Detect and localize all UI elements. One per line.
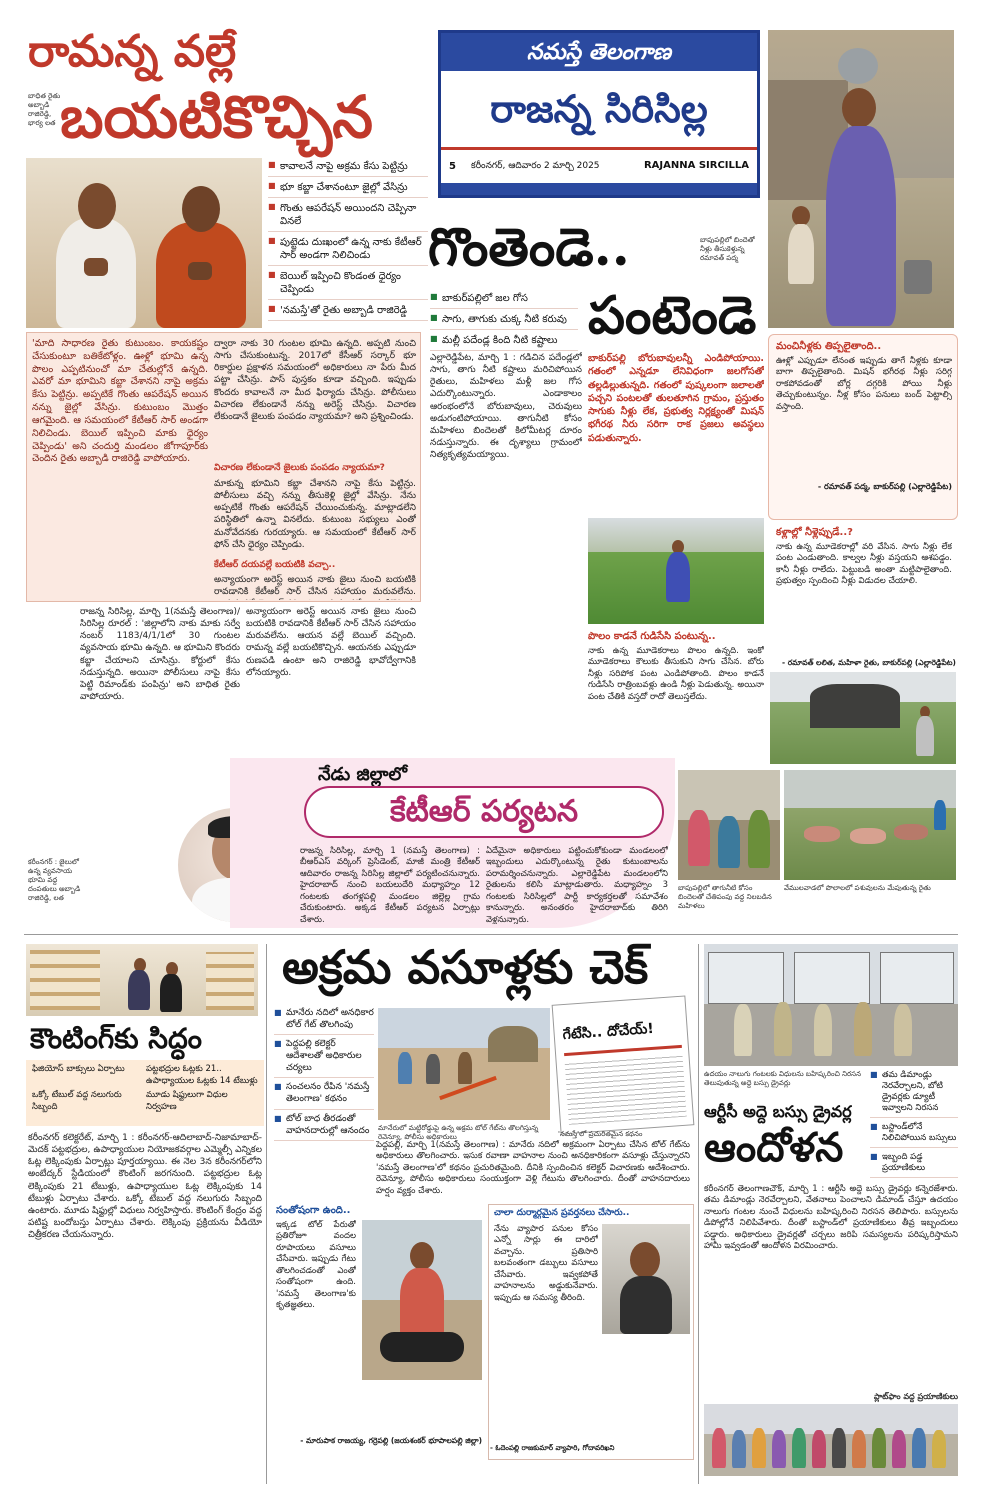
cattle-grazing-photo xyxy=(784,770,956,880)
story4-headline: కౌంటింగ్‌కు సిద్ధం xyxy=(30,1022,202,1055)
masthead-page-no: 5 xyxy=(449,161,456,172)
story5-caption: మానేరులో మట్టిరోడ్డుపై ఉన్న అక్రమ టోల్‌ గేట్‌ను తొలగిస్తున్న రెవెన్యూ, పోలీసు అధికారులు xyxy=(378,1124,539,1142)
story2-bullets xyxy=(430,292,578,355)
story4-bullet: పట్టభద్రుల ఓట్లకు 21.. ఉపాధ్యాయుల ఓట్లకు 14 టేబుళ్లు xyxy=(146,1064,258,1086)
story4-body: కరీంనగర్‌ కలెక్టరేట్‌, మార్చి 1 : కరీంనగర్‌-ఆదిలాబాద్‌-నిజామాబాద్‌-మెదక్‌ పట్టభద్రుల, ఉపాధ్యాయుల నియోజకవర్గాల ఎమ్మెల్సీ ఎన్నికల ఓట్ల లెక్కింపుకు ఏర్పాట్లు పూర్తయ్యాయి. ఈ నెల 3న కరీంనగర్‌లోని అంబేద్కర్‌ స్టేడియంలో కౌంటింగ్‌ జరగనుంది. పట్టభద్రుల ఓట్ల లెక్కింపుకు 21 టేబుళ్లు, ఉపాధ్యాయుల ఓట్ల లెక్కింపుకు 14 టేబుళ్లు ఏర్పాటు చేశారు. ఒక్కో టేబుల్‌ వద్ద నలుగురు సిబ్బంది ఉంటారు. మూడు షిఫ్టుల్లో విధులు నిర్వహిస్తారు. కౌంటింగ్‌ కేంద్రం వద్ద పటిష్ట బందోబస్తు ఏర్పాటు చేశారు. లెక్కింపు ప్రక్రియను వీడియో చిత్రీకరణ చేయనున్నారు. xyxy=(28,1133,262,1241)
story1-couple-photo xyxy=(26,158,262,328)
story1-bullets xyxy=(268,160,428,325)
story2-bullet: ■ బాకుర్‌పల్లిలో జల గోస xyxy=(430,292,578,309)
masthead-edition: RAJANNA SIRCILLA xyxy=(643,160,749,171)
story1-bullet: ■ భూ కబ్జా చేశానంటూ జైల్లో వేసిన్రు xyxy=(268,181,428,198)
story1-body-lower: రాజన్న సిరిసిల్ల, మార్చి 1(నమస్తే తెలంగాణ)/సిరిసిల్ల రూరల్‌ : 'జిల్లాలోని నాకు మాకు సర్వే నంబర్‌ 1183/4/1/1లో 30 గుంటల వ్యవసాయ భూమి ఉన్నది. ఆ భూమిని కొందరు కబ్జా చేయాలని చూసిన్రు. కోర్టులో కేసు నడుస్తున్నది. అయినా పోలీసులు నాపై కేసు పెట్టి రిమాండ్‌కు పంపిన్రు' అని బాధిత రైతు వాపోయారు. xyxy=(80,607,240,702)
story1-quote-col3: మాకున్న భూమిని కబ్జా చేశానని నాపై కేసు పెట్టిన్రు. పోలీసులు వచ్చి నన్ను తీసుకెళ్లి జైల్లో వేసిన్రు. నేను అప్పటికే గొంతు ఆపరేషన్‌ చేయించుకున్న. మాట్లాడలేని పరిస్థితిలో ఉన్నా వినలేదు. కుటుంబ సభ్యులు ఎంతో మనోవేదనకు గురయ్యారు. ఆ సమయంలో కేటీఆర్‌ సార్‌ ఫోన్‌ చేసి ధైర్యం చెప్పిండు. xyxy=(214,479,416,550)
story1-subhead1: విచారణ లేకుండానే జైలుకు పంపడం న్యాయమా? xyxy=(214,463,385,473)
story2-bullet: ■ మల్లీ పదేండ్ల కింది నీటి కష్టాలు xyxy=(430,334,578,351)
story5-quote1: ఇక్కడ టోల్‌ పేరుతో ప్రతిరోజూ వందల రూపాయలు వసూలు చేసేవారు. ఇప్పుడు గేటు తొలగించడంతో ఎంతో సంతోషంగా ఉంది. 'నమస్తే తెలంగాణ'కు కృతజ్ఞతలు. xyxy=(276,1220,356,1311)
masthead-dateline: కరీంనగర్‌, ఆదివారం 2 మార్చి 2025 xyxy=(471,161,600,171)
story5-body: పెద్దపల్లి, మార్చి 1(నమస్తే తెలంగాణ) : మానేరు నదిలో అక్రమంగా ఏర్పాటు చేసిన టోల్‌ గేట్‌ను అధికారులు తొలగించారు. ఇసుక రవాణా వాహనాల నుంచి అనధికారికంగా వసూళ్లు చేస్తున్నారని 'నమస్తే తెలంగాణ'లో కథనం ప్రచురితమైంది. దీనికి స్పందించిన కలెక్టర్‌ విచారణకు ఆదేశించారు. రెవెన్యూ, పోలీసు అధికారులు సంయుక్తంగా వెళ్లి గేటును తొలగించారు. దీంతో వాహనదారులు హర్షం వ్యక్తం చేశారు. xyxy=(376,1140,690,1196)
women-at-handpump-photo xyxy=(678,770,780,880)
story2-crop-credit: - రమావత్‌ లలిత, మహిళా రైతు, బాకుర్‌పల్లి (ఎల్లారెడ్డిపేట) xyxy=(781,658,956,667)
story5-clipping xyxy=(552,995,695,1134)
story2-headline-line2: పంటెండె xyxy=(588,285,757,346)
story6-body: కరీంనగర్‌ తెలంగాణచౌక్‌, మార్చి 1 : ఆర్టీసీ అద్దె బస్సు డ్రైవర్లు కన్నెరజేశారు. తమ డిమాండ్లు నెరవేర్చాలని, వేతనాలు పెంచాలని డిమాండ్‌ చేస్తూ ఉదయం నాలుగు గంటల నుంచే విధులను బహిష్కరించి నిరసన తెలిపారు. బస్సులను డిపోల్లోనే నిలిపివేశారు. దీంతో బస్టాండ్‌లో ప్రయాణికులు తీవ్ర ఇబ్బందులు పడ్డారు. అధికారులు డ్రైవర్లతో చర్చలు జరిపి సమస్యలను పరిష్కరిస్తామని హామీ ఇవ్వడంతో ఆందోళన విరమించారు. xyxy=(704,1184,958,1252)
story1-bullet: ■ 'నమస్తే'తో రైతు అబ్బాడి రాజిరెడ్డి xyxy=(268,304,428,321)
story2-headline-line1: గొంతెండె.. xyxy=(428,217,630,278)
story1-bullet: ■ కావాలనే నాపై అక్రమ కేసు పెట్టిన్రు xyxy=(268,160,428,177)
story2-lead: బాకుర్‌పల్లి బోరుబావులన్నీ ఎండిపోయాయి. గతంలో ఎన్నడూ లేనివిధంగా జలగోసతో తల్లడిల్లుతున్నది. గతంలో పుష్కలంగా జలాలతో పచ్చని పంటలతో తులతూగిన గ్రామం, ప్రస్తుతం సాగుకు నీళ్లు లేక, ప్రభుత్వ నిర్లక్ష్యంతో మిషన్‌ భగీరథ నీరు సరిగా రాక ప్రజలు అవస్థలు పడుతున్నారు. xyxy=(588,353,764,444)
story4-bullet: ఒక్కో టేబుల్‌ వద్ద నలుగురు సిబ్బంది xyxy=(32,1090,122,1112)
story1-photo-caption: బాధిత రైతు అబ్బాడి రాజిరెడ్డి, భార్య లత xyxy=(28,92,61,128)
story2-field-subhead: పొలం కాడనే గుడిసేసి పంటున్న.. xyxy=(588,631,716,642)
story6-headline-line2: ఆందోళన xyxy=(704,1124,844,1171)
story5-bullet: ■ సంచలనం రేపిన 'నమస్తే తెలంగాణ' కథనం xyxy=(274,1082,374,1109)
quote1-person-photo xyxy=(362,1220,482,1380)
story2-water-subhead: మంచినీళ్లకు తిప్పలైతాంది.. xyxy=(776,341,882,352)
masthead-district: రాజన్న సిరిసిల్ల xyxy=(490,86,708,131)
woman-carrying-pot-photo xyxy=(768,30,954,328)
story1-body-lower-col2: అన్యాయంగా అరెస్ట్‌ అయిన నాకు జైలు నుంచి బయటికి రావడానికి కేటీఆర్‌ సార్‌ చేసిన సహాయం మరువలేను. ఆయన వల్లే బెయిల్‌ వచ్చింది. రామన్న వల్లే బయటికొచ్చిన. ఆయనకు ఎప్పుడూ రుణపడి ఉంటా అని రాజిరెడ్డి భావోద్వేగానికి లోనయ్యారు. xyxy=(246,607,416,678)
story5-quote1-title: సంతోషంగా ఉంది.. xyxy=(276,1205,351,1216)
story5-headline: అక్రమ వసూళ్లకు చెక్‌ xyxy=(282,940,649,994)
story2-crop-subhead: కళ్లాల్లో నీళ్లెప్పుడే..? xyxy=(776,527,853,538)
story2-field-quote: నాకు ఉన్న మూడెకరాలు పొలం ఉన్నది. ఇంకో మూడెకరాలు కౌలుకు తీసుకుని సాగు చేసిన. బోరు నీళ్లు సరిపోక పంట ఎండిపోతాంది. పొలం కాడనే గుడిసేసి రాత్రింబవళ్లు ఉండి నీళ్లు పెడుతున్న. అయినా పంట చేతికి వస్తదో రాదో తెలుస్తలేదు. xyxy=(588,646,764,702)
story1-photo-caption2: కరీంనగర్‌ : జైలులో ఉన్న వ్యవసాయ భూమి వద్ద దంపతులు అబ్బాడి రాజిరెడ్డి, లత xyxy=(28,858,81,903)
story1-kicker: రామన్న వల్లే xyxy=(28,26,237,77)
story6-bullets xyxy=(870,1070,958,1182)
counting-hall-photo xyxy=(26,944,258,1016)
story5-bullet: ■ మానేరు నదిలో అనధికార టోల్‌ గేట్‌ తొలగింపు xyxy=(274,1008,374,1035)
story3-body-col2: ఏదేమైనా అధికారులు పట్టించుకోకుండా మండలంలో ఇబ్బందులు ఎదుర్కొంటున్న రైతు కుటుంబాలను పరామర్శించనున్నారు. ఎల్లారెడ్డిపేట మండలంలోని రైతులను కలిసి మాట్లాడుతారు. మధ్యాహ్నం 3 గంటలకు సిరిసిల్లలో పార్టీ కార్యకర్తలతో సమావేశం కానున్నారు. అనంతరం హైదరాబాద్‌కు తిరిగి వెళ్లనున్నారు. xyxy=(486,846,668,924)
bus-drivers-protest-photo xyxy=(704,944,958,1066)
story5-bullet: ■ పెద్దపల్లి కలెక్టర్‌ ఆదేశాలతో అధికారుల చర్యలు xyxy=(274,1039,374,1078)
masthead-paper-name: నమస్తే తెలంగాణ xyxy=(441,33,757,71)
story3-body-col1: రాజన్న సిరిసిల్ల, మార్చి 1 (నమస్తే తెలంగాణ) : బీఆర్‌ఎస్‌ వర్కింగ్‌ ప్రెసిడెంట్‌, మాజీ మంత్రి కేటీఆర్‌ ఆదివారం రాజన్న సిరిసిల్ల జిల్లాలో పర్యటించనున్నారు. హైదరాబాద్‌ నుంచి బయలుదేరి మధ్యాహ్నం 12 గంటలకు తంగళ్లపల్లి మండలం జిల్లెల్ల గ్రామ చేరుకుంటారు. అక్కడ కేటీఆర్‌ పర్యటన ఏర్పాట్లు చేశారు. xyxy=(300,846,480,924)
story5-clipping-title: గేటేసి.. దోచేయ్‌! xyxy=(562,1020,655,1044)
masthead xyxy=(438,30,760,198)
toll-gate-removal-photo xyxy=(378,1008,550,1120)
story6-headline-line1: ఆర్టీసీ అద్దె బస్సు డ్రైవర్ల xyxy=(704,1102,852,1121)
farm-hut-photo xyxy=(770,672,956,764)
story1-quote-col4: అన్యాయంగా అరెస్ట్‌ అయిన నాకు జైలు నుంచి బయటికి రావడానికి కేటీఆర్‌ సార్‌ చేసిన సహాయం మరువలేను. xyxy=(214,575,416,598)
story4-bullet: ఫిజియోస్‌ బాక్సులు ఏర్పాటు xyxy=(32,1064,125,1074)
story2-body-col1: ఎల్లారెడ్డిపేట, మార్చి 1 : గడిచిన పదేండ్లలో సాగు, తాగు నీటి కష్టాలు మరిచిపోయిన రైతులు, మహిళలు మళ్లీ జల గోస ఎదుర్కొంటున్నారు. ఎండాకాలం ఆరంభంలోనే బోరుబావులు, చెరువులు అడుగంటిపోయాయి. తాగునీటి కోసం మహిళలు బిందెలతో కిలోమీటర్ల దూరం నడుస్తున్నారు. ఈ దృశ్యాలు గ్రామంలో నిత్యకృత్యమయ్యాయి. xyxy=(430,353,582,461)
story2-caption-field: వేములవాడలో పొలాలలో పశువులను మేపుతున్న రైతు xyxy=(784,884,931,892)
passengers-at-busstand-photo xyxy=(704,1404,958,1476)
story2-water-credit: - రమావత్‌ పద్మ, బాకుర్‌పల్లి (ఎల్లారెడ్డిపేట) xyxy=(817,482,952,491)
story1-bullet: ■ బెయిల్‌ ఇప్పించి కొండంత ధైర్యం చెప్పిండు xyxy=(268,270,428,300)
story1-headline: బయటికొచ్చిన xyxy=(60,83,373,151)
story5-bullets xyxy=(274,1008,374,1145)
story6-bullet: ■ తమ డిమాండ్లు నెరవేర్చాలని, బోటి డ్రైవర్లకు డ్యూటీ ఇవ్వాలని నిరసన xyxy=(870,1070,958,1118)
story6-bullet: ■ ఇబ్బంది పడ్డ ప్రయాణికులు xyxy=(870,1152,958,1178)
story5-quote2-title: చాలా దుర్మార్గమైన ప్రవర్తనలు చేసారు.. xyxy=(494,1208,630,1218)
story6-photo-caption: ఉదయం నాలుగు గంటలకు విధులను బహిష్కరించి నిరసన తెలుపుతున్న అద్దె బస్సు డ్రైవర్లు xyxy=(704,1070,862,1088)
story4-bullet: మూడు షిఫ్టులుగా విధుల నిర్వహణ xyxy=(146,1090,228,1112)
story2-water-quote: ఊళ్లో ఎప్పుడూ లేనంత ఇప్పుడు తాగే నీళ్లకు కూడా బాగా తిప్పలైతాంది. మిషన్‌ భగీరథ నీళ్లు సరిగ్గ రాకపోవడంతో బోర్ల దగ్గరికి పోయి నీళ్లు తెచ్చుకుంటున్నం. నీళ్ల కోసం పనులు బంద్‌ పెట్టాల్సి వస్తాంది. xyxy=(776,356,952,412)
story1-bullet: ■ గొంతు ఆపరేషన్‌ అయిందని చెప్పినా వినలే xyxy=(268,202,428,232)
story2-caption-well: బాపుపల్లిలో తాగునీటి కోసం బిందెలతో చేతిపంపు వద్ద నిలబడిన మహిళలు xyxy=(678,884,772,911)
story5-clipping-label: 'నమస్తే'లో ప్రచురితమైన కథనం xyxy=(558,1130,643,1138)
story3-headline: కేటీఆర్‌ పర్యటన xyxy=(304,786,664,838)
story2-bullet: ■ సాగు, తాగుకు చుక్క నీటి కరువు xyxy=(430,313,578,330)
story1-bullet: ■ పుట్టెడు దుఃఖంలో ఉన్న నాకు కేటీఆర్‌ సార్‌ అండగా నిలిచిండు xyxy=(268,236,428,266)
story5-bullet: ■ టోల్‌ బాధ తీరడంతో వాహనదారుల్లో ఆనందం xyxy=(274,1114,374,1141)
story1-quote-col2: ద్వారా నాకు 30 గుంటల భూమి ఉన్నది. అప్పటి నుంచి సాగు చేసుకుంటున్న. 2017లో కేసీఆర్‌ సర్కార్‌ భూ రికార్డుల ప్రక్షాళన సమయంలో అధికారులు నా పేరు మీద పట్టా చేసిన్రు. పాస్‌ పుస్తకం కూడా వచ్చింది. ఇప్పుడు కొందరు కావాలనే నా మీద ఫిర్యాదు చేసిన్రు. పోలీసులు విచారణ లేకుండానే నన్ను అరెస్ట్‌ చేసిన్రు. విచారణ లేకుండానే జైలుకు పంపడం న్యాయమా? అని ప్రశ్నించిండు. xyxy=(214,339,416,422)
story5-quote2: నేను వ్యాపార పనుల కోసం ఎన్నో సార్లు ఈ దారిలో వచ్చాను. ప్రతిసారి బలవంతంగా డబ్బులు వసూలు చేసేవారు. ఇవ్వకపోతే వాహనాలను అడ్డుకునేవారు. ఇప్పుడు ఆ సమస్య తీరింది. xyxy=(494,1224,598,1303)
story5-quote2-credit: - ఓదెంపల్లి రాజకుమార్‌ వ్యాపారి, గోదావరిఖని xyxy=(490,1444,615,1452)
story1-quote-col1: 'మాది సాధారణ రైతు కుటుంబం. కాయకష్టం చేసుకుంటూ బతికేటోళ్లం. ఊళ్లో భూమి ఉన్న పొలం ఎప్పటినుంచో మా చేతుల్లోనే ఉన్నది. ఎవరో మా భూమిని కబ్జా చేశానని నాపై అక్రమ కేసు పెట్టిన్రు. అప్పటికే గొంతు ఆపరేషన్‌ అయిన నన్ను జైల్లో వేసిన్రు. కుటుంబం మొత్తం ఆగమైంది. ఆ సమయంలో కేటీఆర్‌ సార్‌ అండగా నిలిచిండు. బెయిల్‌ ఇప్పించి మాకు ధైర్యం చెప్పిండు' అని చందుర్తి మండలం జోగాపూర్‌కు చెందిన రైతు అబ్బాడి రాజిరెడ్డి వాపోయారు. xyxy=(32,338,208,465)
woman-in-paddy-photo xyxy=(588,518,764,624)
story1-subhead2: కేటీఆర్‌ దయవల్లే బయటికి వచ్చా.. xyxy=(214,560,336,570)
story3-kicker: నేడు జిల్లాలో xyxy=(318,764,407,785)
story2-crop-quote: నాకు ఉన్న మూడెకరాల్లో వరి వేసిన. సాగు నీళ్లు లేక పంట ఎండుతాంది. కాల్వల నీళ్లు వస్తయని ఆశపడ్డం. కానీ నీళ్లు రాలేదు. పెట్టుబడి అంతా మట్టిపాలైతాంది. ప్రభుత్వం స్పందించి నీళ్లు విడుదల చేయాలి. xyxy=(776,542,952,587)
story5-quote1-credit: - మారుపాక రాజయ్య, గర్రెపల్లి (జయశంకర్‌ భూపాలపల్లి జిల్లా) xyxy=(300,1436,482,1445)
story2-photo-caption-top: బాపుపల్లిలో బిందెతో నీళ్లు తీసుకెళ్తున్న రమావత్‌ పద్మ xyxy=(700,236,755,263)
quote2-person-in-car-photo xyxy=(602,1224,690,1334)
story6-bullet: ■ బస్టాండ్‌లోనే నిలిచిపోయిన బస్సులు xyxy=(870,1122,958,1148)
story6-caption-bottom: ప్లాట్‌ఫాం వద్ద ప్రయాణికులు xyxy=(873,1392,958,1401)
